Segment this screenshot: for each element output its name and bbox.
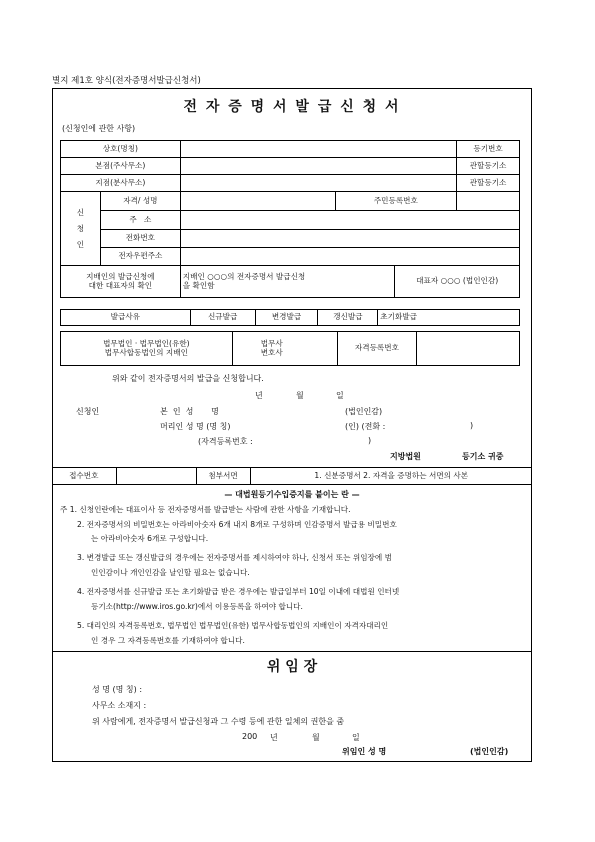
agent-name-label: 머리인 성 명 (명 칭) [160,422,231,431]
confirm-text: 지배인 ○○○의 전자증명서 발급신청 을 확인함 [180,266,395,298]
address-label: 주 소 [100,211,180,230]
qual-reg-no-label: 자격등록번호 [337,332,417,366]
applicant-vertical-label: 신 청 인 [61,192,101,266]
reason-option-reset[interactable]: 초기화발급 [378,310,520,326]
qual-name-field[interactable] [180,192,335,211]
corp-seal-label: (법인인감) [345,407,383,416]
reg-no-label: 등기번호 [457,141,520,158]
branch-mgr-confirm-label: 지배인의 발급신청에 대한 대표자의 확인 [61,266,181,298]
court-label: 지방법원 [390,452,421,461]
note-line: 인인감이나 개인인감을 날인할 필요는 없습니다. [91,568,250,577]
note-line: 주 1. 신청인란에는 대표이사 등 전자증명서를 발급받는 사람에 관한 사항을 기재합니다. [60,505,351,514]
close-paren: ) [470,421,474,430]
branch-label: 지점(분사무소) [61,175,181,192]
delegator-label: 위임인 성 명 [342,747,387,756]
receipt-no-field[interactable] [116,468,196,485]
address-field[interactable] [180,211,519,230]
phone-label: 전화번호 [100,230,180,248]
note-line: 인 경우 그 자격등록번호를 기재하여야 합니다. [91,636,245,645]
delegation-title: 위 임 장 [266,659,318,675]
trade-name-field[interactable] [180,141,456,158]
trade-name-label: 상호(명칭) [61,141,181,158]
qual-reg-label: (자격등록번호 : [198,437,253,446]
resident-no-label: 주민등록번호 [335,192,457,211]
rep-seal: 대표자 ○○○ (법인인감) [395,266,520,298]
delegator-seal: (법인인감) [470,747,509,756]
applicant-label: 신청인 [76,407,100,416]
note-line: 는 아라비아숫자 6개로 구성합니다. [91,534,209,543]
attach-label: 첨부서면 [196,468,250,485]
self-name-label: 본 인 성 명 [160,407,219,416]
seal-phone-label: (인) (전화 : [345,422,386,431]
declaration-text: 위와 같이 전자증명서의 발급을 신청합니다. [112,374,264,383]
branch-field[interactable] [180,175,456,192]
attach-docs: 1. 신분증명서 2. 자격을 증명하는 서면의 사본 [250,468,532,485]
date-year: 년 [255,391,263,400]
registry-label: 등기소 귀중 [462,452,504,461]
legal-org-label: 법무법인 · 법무법인(유한) 법무사합동법인의 지배인 [61,332,233,366]
reason-label: 발급사유 [61,310,191,326]
reason-option-new[interactable]: 신규발급 [190,310,255,326]
delegation-d: 일 [352,733,360,742]
email-label: 전자우편주소 [100,248,180,266]
reason-option-change[interactable]: 변경발급 [255,310,318,326]
head-office-field[interactable] [180,158,456,175]
reason-option-renew[interactable]: 갱신발급 [318,310,378,326]
email-field[interactable] [180,248,519,266]
reason-table [60,309,520,326]
delegation-year: 200 [242,732,258,741]
qual-reg-no-field[interactable] [417,332,520,366]
applicant-section-label: (신청인에 관한 사항) [62,124,136,133]
note-line: 2. 전자증명서의 비밀번호는 아라비아숫자 6개 내지 8개로 구성하며 인감증명서 발급용 비밀번호 [77,520,397,529]
delegation-divider [52,651,532,652]
form-caption: 별지 제1호 양식(전자증명서발급신청서) [52,76,201,86]
phone-field[interactable] [180,230,519,248]
delegation-name-label: 성 명 (명 칭) : [92,685,143,694]
note-line: 3. 변경발급 또는 갱신발급의 경우에는 전자증명서를 제시하여야 하나, 신청서 또는 위임장에 범 [77,553,392,562]
resident-no-field[interactable] [457,192,520,211]
receipt-table [52,467,532,485]
receipt-no-label: 접수번호 [52,468,116,485]
delegation-m: 월 [312,733,320,742]
form-title: 전 자 증 명 서 발 급 신 청 서 [183,99,401,115]
date-day: 일 [336,391,344,400]
head-office-label: 본점(주사무소) [61,158,181,175]
qual-name-label: 자격/ 성명 [100,192,180,211]
delegation-office-label: 사무소 소재지 : [92,701,147,710]
delegation-text: 위 사람에게, 전자증명서 발급신청과 그 수령 등에 관한 일체의 권한을 줌 [92,717,345,726]
jurisdiction-label-1: 관할등기소 [457,158,520,175]
note-line: 4. 전자증명서를 신규발급 또는 초기화발급 받은 경우에는 발급일부터 10일 이내에 대법원 인터넷 [77,587,400,596]
stamp-heading: — 대법원등기수입증지를 붙이는 란 — [224,490,360,499]
qual-reg-close: ) [368,436,372,445]
applicant-table [60,140,520,298]
date-month: 월 [296,391,304,400]
note-line: 등기소(http://www.iros.go.kr)에서 이용등록을 하여야 합니다. [91,602,303,611]
legal-table [60,331,520,366]
jurisdiction-label-2: 관할등기소 [457,175,520,192]
lawyer-label: 법무사 변호사 [232,332,337,366]
note-line: 5. 대리인의 자격등록번호, 법무법인 법무법인(유한) 법무사합동법인의 지배인이 자격자대리인 [77,621,389,630]
delegation-y: 년 [270,733,278,742]
